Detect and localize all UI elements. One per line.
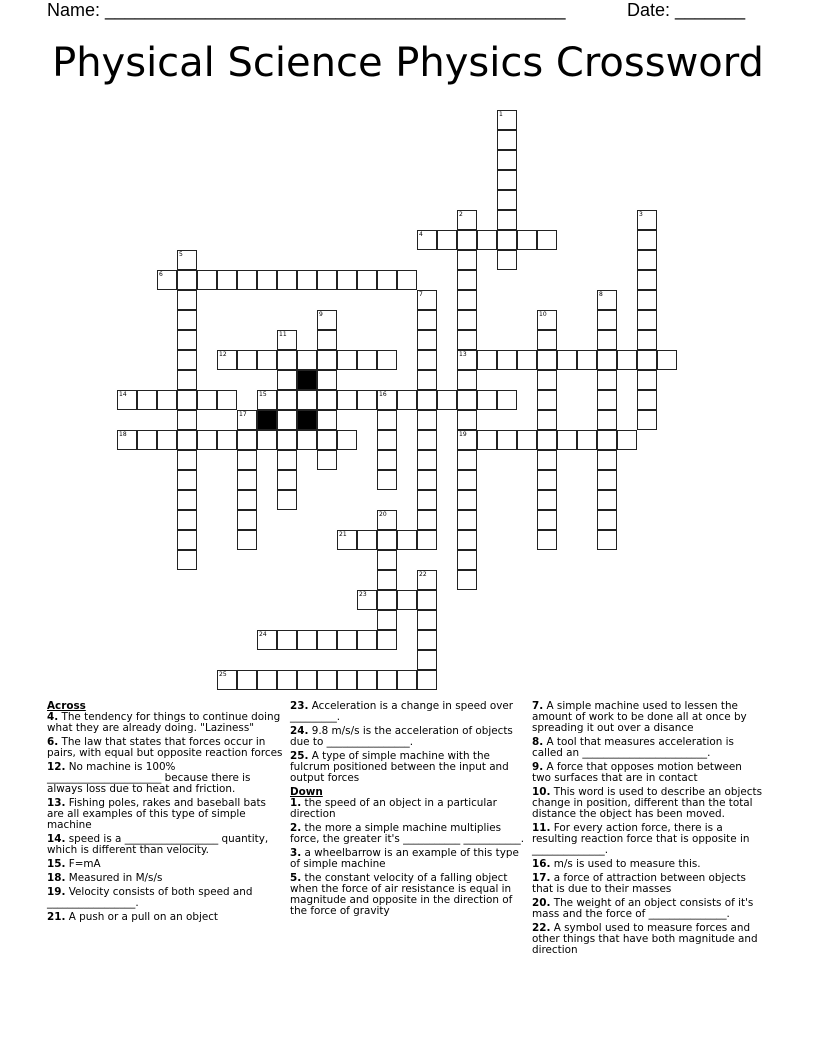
grid-cell[interactable] [457,270,477,290]
grid-cell[interactable] [237,430,257,450]
clue-num: 18. [47,872,66,884]
grid-cell[interactable] [377,590,397,610]
clue-text: Fishing poles, rakes and baseball bats are all examples of this type of simple machine [47,797,266,831]
grid-cell[interactable] [357,630,377,650]
across-clue [290,726,526,748]
grid-cell[interactable] [357,530,377,550]
across-clue [290,701,526,723]
down-clue [532,787,764,820]
clue-text: A symbol used to measure forces and other things that have both magnitude and direction [532,922,758,956]
clue-number: 21 [339,531,347,538]
down-clue [532,923,764,956]
across-clue [47,712,283,734]
grid-cell[interactable] [237,530,257,550]
grid-cell[interactable] [217,270,237,290]
clue-text: the more a simple machine multiplies force, the greater it's ___________ ___________. [290,822,525,845]
grid-cell[interactable] [497,150,517,170]
grid-cell[interactable] [357,670,377,690]
grid-cell[interactable] [417,470,437,490]
clue-num: 24. [290,725,309,737]
clue-text: A tool that measures acceleration is called an ________________________. [532,736,734,759]
clue-text: Measured in M/s/s [68,872,163,884]
clue-number: 22 [419,571,427,578]
down-clue [532,823,764,856]
clue-number: 20 [379,511,387,518]
grid-cell[interactable] [357,390,377,410]
clue-num: 21. [47,911,66,923]
grid-cell[interactable] [497,190,517,210]
grid-cell[interactable] [517,350,537,370]
grid-cell[interactable] [497,430,517,450]
grid-cell[interactable] [277,630,297,650]
grid-cell[interactable] [557,430,577,450]
clue-text: m/s is used to measure this. [553,858,701,870]
down-clue [532,898,764,920]
across_heading-label: Across [47,700,86,712]
grid-cell[interactable] [177,530,197,550]
grid-cell[interactable] [177,490,197,510]
grid-cell[interactable] [297,430,317,450]
clue-num: 6. [47,736,59,748]
grid-cell[interactable] [537,430,557,450]
grid-cell[interactable] [417,330,437,350]
grid-cell[interactable] [377,350,397,370]
clue-number: 10 [539,311,547,318]
grid-cell[interactable] [497,170,517,190]
clue-text: 9.8 m/s/s is the acceleration of objects due to ________________. [290,725,513,748]
grid-cell[interactable] [157,390,177,410]
clue-text: A force that opposes motion between two surfaces that are in contact [532,761,742,784]
clue-text: speed is a __________________ quantity, which is different than velocity. [47,833,269,856]
grid-cell[interactable] [277,390,297,410]
grid-cell[interactable] [317,350,337,370]
grid-cell[interactable] [597,310,617,330]
clues-column-2 [290,701,526,920]
grid-cell[interactable] [477,230,497,250]
down-clue [532,762,764,784]
grid-cell[interactable] [177,310,197,330]
clue-number: 12 [219,351,227,358]
grid-cell[interactable] [537,370,557,390]
clue-number: 4 [419,231,423,238]
clue-num: 20. [532,897,551,909]
grid-cell[interactable] [237,450,257,470]
grid-cell[interactable] [277,490,297,510]
grid-cell[interactable] [257,350,277,370]
grid-cell[interactable] [597,450,617,470]
grid-cell[interactable] [417,370,437,390]
grid-cell[interactable] [537,490,557,510]
grid-cell[interactable] [637,250,657,270]
grid-cell[interactable] [397,530,417,550]
clue-num: 5. [290,872,302,884]
clue-num: 19. [47,886,66,898]
clue-num: 12. [47,761,66,773]
grid-cell[interactable] [537,470,557,490]
clue-text: F=mA [68,858,101,870]
page-title: Physical Science Physics Crossword [52,40,764,86]
grid-cell[interactable] [177,510,197,530]
grid-cell[interactable] [377,630,397,650]
grid-cell[interactable] [297,350,317,370]
grid-cell[interactable] [637,390,657,410]
black-cell [297,410,317,430]
grid-cell[interactable] [597,490,617,510]
grid-cell[interactable] [497,390,517,410]
grid-cell[interactable] [317,370,337,390]
grid-cell[interactable] [417,510,437,530]
grid-cell[interactable] [537,530,557,550]
grid-cell[interactable] [537,410,557,430]
clue-text: a wheelbarrow is an example of this type of simple machine [290,847,519,870]
black-cell [257,410,277,430]
clue-text: Acceleration is a change in speed over _________. [290,700,514,723]
clue-number: 1 [499,111,503,118]
clue-num: 11. [532,822,551,834]
grid-cell[interactable] [497,210,517,230]
grid-cell[interactable] [177,550,197,570]
grid-cell[interactable] [517,430,537,450]
grid-cell[interactable] [297,630,317,650]
grid-cell[interactable] [157,430,177,450]
grid-cell[interactable] [417,530,437,550]
grid-cell[interactable] [417,410,437,430]
grid-cell[interactable] [177,430,197,450]
across-clue [47,887,283,909]
grid-cell[interactable] [377,470,397,490]
clue-number: 17 [239,411,247,418]
grid-cell[interactable] [517,230,537,250]
grid-cell[interactable] [537,510,557,530]
grid-cell[interactable] [377,670,397,690]
grid-cell[interactable] [637,310,657,330]
grid-cell[interactable] [197,430,217,450]
grid-cell[interactable] [437,230,457,250]
grid-cell[interactable] [217,430,237,450]
grid-cell[interactable] [497,130,517,150]
grid-cell[interactable] [177,270,197,290]
down-clue [532,873,764,895]
across-clue [47,762,283,795]
clue-num: 15. [47,858,66,870]
clue-num: 13. [47,797,66,809]
grid-cell[interactable] [297,270,317,290]
grid-cell[interactable] [537,350,557,370]
grid-cell[interactable] [397,270,417,290]
clue-text: the constant velocity of a falling object when the force of air resistance is equal in magnitude and opposite in the direction of the force of gravity [290,872,513,917]
grid-cell[interactable] [297,390,317,410]
grid-cell[interactable] [537,230,557,250]
grid-cell[interactable] [637,410,657,430]
grid-cell[interactable] [377,410,397,430]
grid-cell[interactable] [417,390,437,410]
down-clue [532,701,764,734]
grid-cell[interactable] [177,390,197,410]
grid-cell[interactable] [417,310,437,330]
grid-cell[interactable] [597,430,617,450]
clue-text: a force of attraction between objects that is due to their masses [532,872,746,895]
grid-cell[interactable] [617,350,637,370]
grid-cell[interactable] [337,630,357,650]
grid-cell[interactable] [397,390,417,410]
name-field[interactable]: Name: ______________________________________________ [47,0,566,20]
grid-cell[interactable] [317,630,337,650]
clue-number: 25 [219,671,227,678]
clue-text: The law that states that forces occur in pairs, with equal but opposite reaction forces [47,736,283,759]
grid-cell[interactable] [457,570,477,590]
grid-cell[interactable] [277,270,297,290]
grid-cell[interactable] [237,510,257,530]
grid-cell[interactable] [597,390,617,410]
grid-cell[interactable] [437,390,457,410]
grid-cell[interactable] [657,350,677,370]
grid-cell[interactable] [237,490,257,510]
grid-cell[interactable] [457,550,477,570]
grid-cell[interactable] [457,290,477,310]
across-clue [290,751,526,784]
clue-num: 9. [532,761,544,773]
clue-text: This word is used to describe an objects change in position, different than the total distance the object has been moved. [532,786,762,820]
grid-cell[interactable] [237,670,257,690]
down-clue [290,873,526,917]
grid-cell[interactable] [177,470,197,490]
grid-cell[interactable] [457,370,477,390]
clue-text: A simple machine used to lessen the amount of work to be done all at once by spreading it out over a disance [532,700,747,734]
clue-number: 9 [319,311,323,318]
grid-cell[interactable] [617,430,637,450]
grid-cell[interactable] [417,350,437,370]
clue-num: 8. [532,736,544,748]
grid-cell[interactable] [217,390,237,410]
clue-number: 8 [599,291,603,298]
clue-num: 16. [532,858,551,870]
grid-cell[interactable] [317,450,337,470]
clues-column-1 [47,701,283,926]
grid-cell[interactable] [417,610,437,630]
black-cell [297,370,317,390]
grid-cell[interactable] [497,230,517,250]
grid-cell[interactable] [417,650,437,670]
grid-cell[interactable] [457,230,477,250]
clue-number: 18 [119,431,127,438]
grid-cell[interactable] [397,590,417,610]
grid-cell[interactable] [337,430,357,450]
grid-cell[interactable] [277,470,297,490]
grid-cell[interactable] [477,390,497,410]
grid-cell[interactable] [277,350,297,370]
across-clue [47,873,283,884]
grid-cell[interactable] [537,390,557,410]
clue-num: 10. [532,786,551,798]
grid-cell[interactable] [597,370,617,390]
clue-text: For every action force, there is a resulting reaction force that is opposite in ______________. [532,822,750,856]
grid-cell[interactable] [457,330,477,350]
grid-cell[interactable] [197,270,217,290]
clue-number: 24 [259,631,267,638]
down-clue [290,848,526,870]
clue-num: 1. [290,797,302,809]
grid-cell[interactable] [537,330,557,350]
grid-cell[interactable] [317,390,337,410]
grid-cell[interactable] [377,550,397,570]
grid-cell[interactable] [637,270,657,290]
grid-cell[interactable] [317,410,337,430]
grid-cell[interactable] [317,270,337,290]
grid-cell[interactable] [417,430,437,450]
grid-cell[interactable] [577,350,597,370]
clue-num: 17. [532,872,551,884]
clue-num: 3. [290,847,302,859]
grid-cell[interactable] [277,450,297,470]
clue-number: 23 [359,591,367,598]
clue-number: 13 [459,351,467,358]
grid-cell[interactable] [557,350,577,370]
grid-cell[interactable] [457,470,477,490]
grid-cell[interactable] [417,630,437,650]
down-clue [532,737,764,759]
clue-text: No machine is 100% ______________________ because there is always loss due to heat and friction. [47,761,251,795]
grid-cell[interactable] [637,350,657,370]
across-clue [47,834,283,856]
grid-cell[interactable] [277,410,297,430]
grid-cell[interactable] [637,330,657,350]
grid-cell[interactable] [177,450,197,470]
grid-cell[interactable] [317,670,337,690]
grid-cell[interactable] [457,450,477,470]
clue-number: 7 [419,291,423,298]
grid-cell[interactable] [417,490,437,510]
grid-cell[interactable] [477,430,497,450]
grid-cell[interactable] [597,470,617,490]
clue-number: 11 [279,331,287,338]
grid-cell[interactable] [457,310,477,330]
grid-cell[interactable] [337,270,357,290]
grid-cell[interactable] [137,390,157,410]
clue-number: 14 [119,391,127,398]
grid-cell[interactable] [597,410,617,430]
grid-cell[interactable] [377,610,397,630]
clue-num: 25. [290,750,309,762]
grid-cell[interactable] [417,450,437,470]
grid-cell[interactable] [577,430,597,450]
grid-cell[interactable] [337,670,357,690]
grid-cell[interactable] [597,530,617,550]
grid-cell[interactable] [177,290,197,310]
grid-cell[interactable] [457,250,477,270]
grid-cell[interactable] [237,270,257,290]
clue-text: the speed of an object in a particular direction [290,797,497,820]
across-clue [47,859,283,870]
grid-cell[interactable] [177,410,197,430]
grid-cell[interactable] [417,670,437,690]
grid-cell[interactable] [377,530,397,550]
grid-cell[interactable] [337,390,357,410]
grid-cell[interactable] [197,390,217,410]
grid-cell[interactable] [457,410,477,430]
grid-cell[interactable] [357,350,377,370]
clue-number: 2 [459,211,463,218]
clue-number: 6 [159,271,163,278]
clue-num: 7. [532,700,544,712]
grid-cell[interactable] [537,450,557,470]
grid-cell[interactable] [317,330,337,350]
down-clue [290,823,526,845]
clues-column-3 [532,701,764,959]
grid-cell[interactable] [637,290,657,310]
grid-cell[interactable] [337,350,357,370]
across-clue [47,912,283,923]
across-clue [47,798,283,831]
date-field[interactable]: Date: _______ [627,0,746,20]
clue-num: 22. [532,922,551,934]
clue-num: 2. [290,822,302,834]
grid-cell[interactable] [597,330,617,350]
clue-number: 3 [639,211,643,218]
grid-cell[interactable] [457,490,477,510]
clue-text: The tendency for things to continue doing what they are already doing. "Laziness" [47,711,281,734]
grid-cell[interactable] [637,230,657,250]
grid-cell[interactable] [597,510,617,530]
grid-cell[interactable] [377,430,397,450]
down_heading-label: Down [290,786,323,798]
clue-text: The weight of an object consists of it's mass and the force of _______________. [532,897,754,920]
clue-text: Velocity consists of both speed and _________________. [47,886,253,909]
down-clue [290,798,526,820]
clue-number: 16 [379,391,387,398]
clue-number: 15 [259,391,267,398]
grid-cell[interactable] [597,350,617,370]
across-clue [47,737,283,759]
grid-cell[interactable] [277,370,297,390]
grid-cell[interactable] [257,430,277,450]
grid-cell[interactable] [177,350,197,370]
grid-cell[interactable] [277,670,297,690]
down-clue [532,859,764,870]
clue-num: 23. [290,700,309,712]
grid-cell[interactable] [377,570,397,590]
grid-cell[interactable] [497,250,517,270]
grid-cell[interactable] [237,350,257,370]
grid-cell[interactable] [177,330,197,350]
grid-cell[interactable] [137,430,157,450]
grid-cell[interactable] [377,270,397,290]
clue-num: 4. [47,711,59,723]
grid-cell[interactable] [257,270,277,290]
grid-cell[interactable] [397,670,417,690]
grid-cell[interactable] [497,350,517,370]
grid-cell[interactable] [637,370,657,390]
clue-text: A push or a pull on an object [68,911,219,923]
grid-cell[interactable] [457,390,477,410]
grid-cell[interactable] [237,470,257,490]
grid-cell[interactable] [457,530,477,550]
clue-text: A type of simple machine with the fulcrum positioned between the input and output forces [290,750,509,784]
grid-cell[interactable] [357,270,377,290]
grid-cell[interactable] [317,430,337,450]
clue-number: 5 [179,251,183,258]
grid-cell[interactable] [457,510,477,530]
grid-cell[interactable] [297,670,317,690]
grid-cell[interactable] [417,590,437,610]
grid-cell[interactable] [277,430,297,450]
clue-number: 19 [459,431,467,438]
grid-cell[interactable] [177,370,197,390]
clue-num: 14. [47,833,66,845]
grid-cell[interactable] [477,350,497,370]
grid-cell[interactable] [257,670,277,690]
grid-cell[interactable] [377,450,397,470]
